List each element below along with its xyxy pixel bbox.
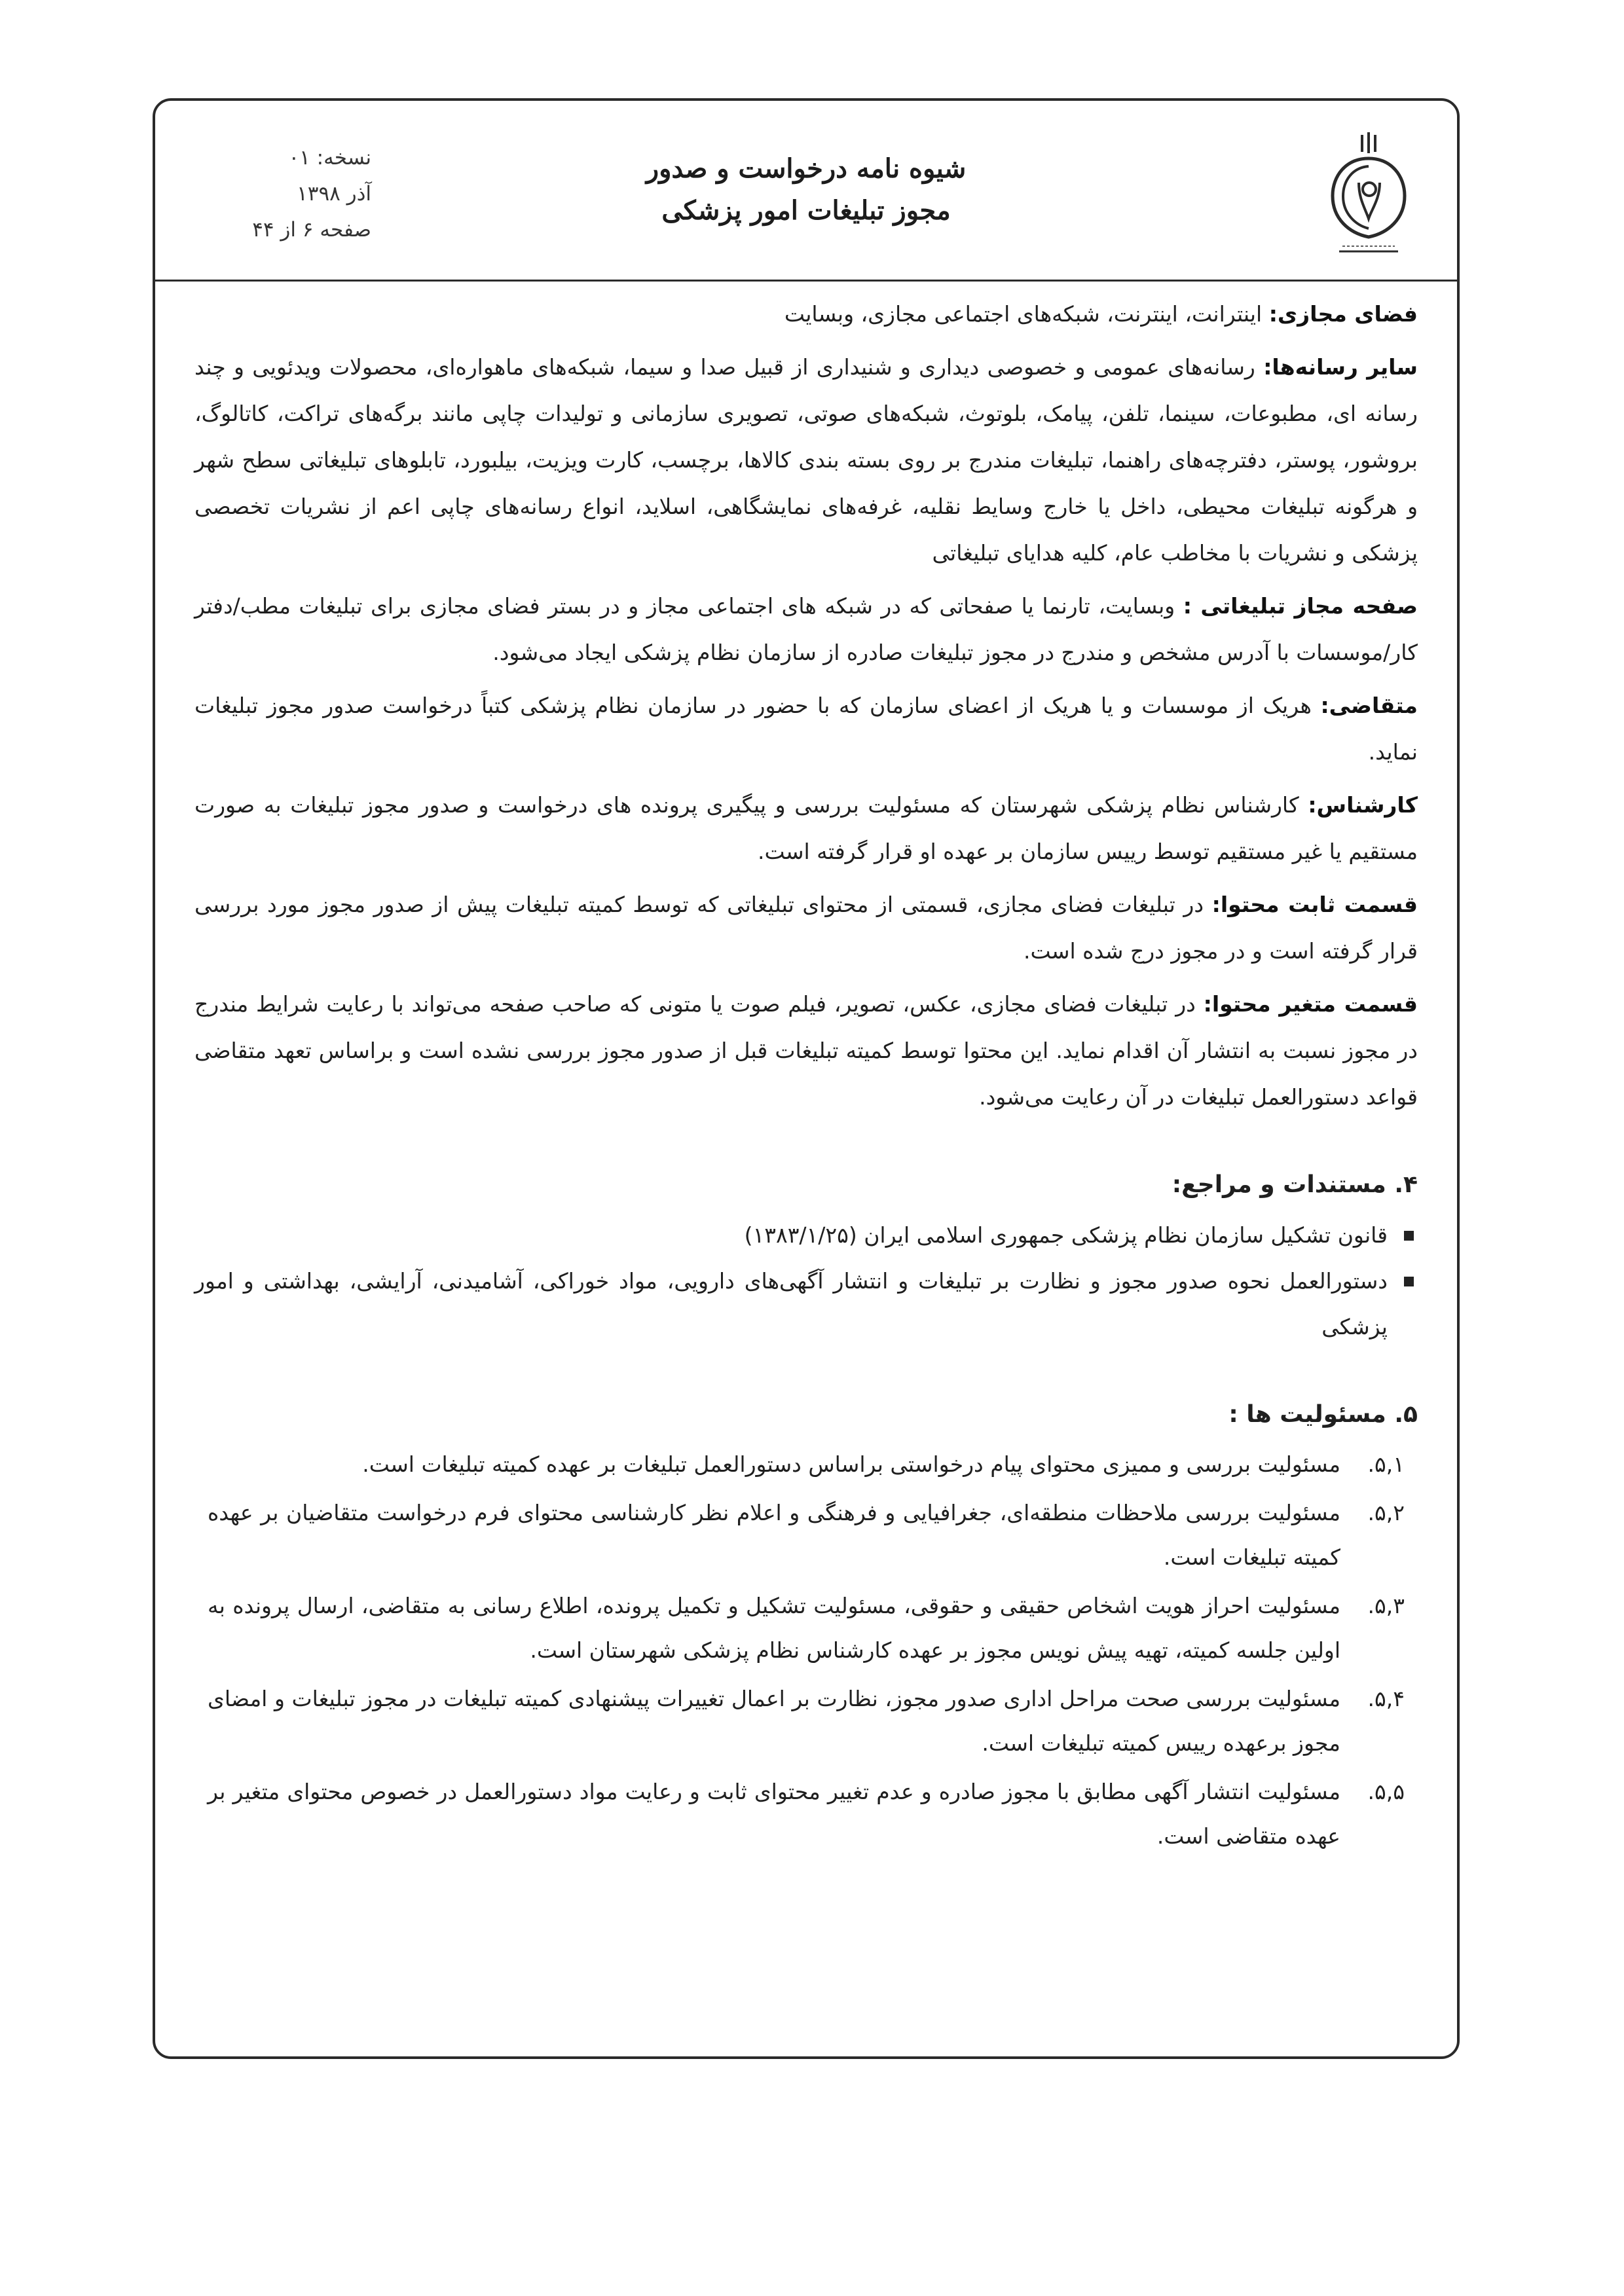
definition-paragraph (194, 682, 1418, 775)
medical-council-logo-icon (1320, 120, 1418, 264)
definition-paragraph (194, 291, 1418, 337)
definition-paragraph (194, 981, 1418, 1120)
reference-item: قانون تشکیل سازمان نظام پزشکی جمهوری اسلامی ایران (۱۳۸۳/۱/۲۵) (194, 1212, 1418, 1258)
responsibility-item (194, 1677, 1418, 1766)
title-line-2: مجوز تبلیغات امور پزشکی (661, 195, 951, 226)
responsibility-item (194, 1584, 1418, 1673)
responsibility-text: مسئولیت بررسی و ممیزی محتوای پیام درخواستی براساس دستورالعمل تبلیغات بر عهده کمیته تبلیغات است. (362, 1451, 1340, 1477)
definition-term: صفحه مجاز تبلیغاتی : (1183, 593, 1418, 619)
definition-term: فضای مجازی: (1268, 301, 1418, 327)
responsibility-number: ۵,۵. (1367, 1779, 1405, 1804)
date-label: آذر ۱۳۹۸ (297, 182, 371, 206)
definition-text: در تبلیغات فضای مجازی، عکس، تصویر، فیلم صوت یا متونی که صاحب صفحه می‌تواند با رعایت شرایط مندرج در مجوز نسبت به انتشار آن اقدام نماید. این محتوا توسط کمیته تبلیغات قبل از صدور مجوز بررسی نشده است و براساس تعهد متقاضی قواعد دستورالعمل تبلیغات در آن رعایت می‌شود. (194, 991, 1418, 1110)
definition-term: سایر رسانه‌ها: (1263, 354, 1418, 380)
page-frame (153, 98, 1460, 2059)
responsibility-text: مسئولیت انتشار آگهی مطابق با مجوز صادره و عدم تغییر محتوای ثابت و رعایت مواد دستورالعمل در خصوص محتوای متغیر بر عهده متقاضی است. (208, 1779, 1340, 1849)
responsibility-text: مسئولیت بررسی ملاحظات منطقه‌ای، جغرافیایی و فرهنگی و اعلام نظر کارشناسی محتوای فرم درخواست متقاضیان بر عهده کمیته تبلیغات است. (208, 1500, 1340, 1570)
definition-text: در تبلیغات فضای مجازی، قسمتی از محتوای تبلیغاتی که توسط کمیته تبلیغات پیش از صدور مجوز مورد بررسی قرار گرفته است و در مجوز درج شده است. (194, 892, 1418, 964)
definition-term: قسمت متغیر محتوا: (1203, 991, 1418, 1017)
responsibility-number: ۵,۱. (1367, 1451, 1405, 1477)
version-label: نسخه: ۰۱ (288, 146, 371, 170)
responsibility-text: مسئولیت بررسی صحت مراحل اداری صدور مجوز، نظارت بر اعمال تغییرات پیشنهادی کمیته تبلیغات در مجوز تبلیغات و امضای مجوز برعهده رییس کمیته تبلیغات است. (208, 1686, 1340, 1756)
document-header (155, 101, 1457, 282)
title-line-1: شیوه نامه درخواست و صدور (646, 153, 967, 184)
definition-paragraph (194, 782, 1418, 875)
definition-term: متقاضی: (1320, 693, 1418, 718)
section-heading-responsibilities: ۵. مسئولیت ها : (1228, 1401, 1418, 1428)
definition-paragraph (194, 583, 1418, 676)
definition-paragraph (194, 881, 1418, 974)
definition-term: کارشناس: (1308, 792, 1418, 818)
document-title (483, 148, 1130, 232)
responsibility-number: ۵,۳. (1367, 1593, 1405, 1618)
definition-text: وبسایت، تارنما یا صفحاتی که در شبکه های اجتماعی مجاز و در بستر فضای مجازی برای تبلیغات مطب/دفتر کار/موسسات با آدرس مشخص و مندرج در مجوز تبلیغات صادره از سازمان نظام پزشکی ایجاد می‌شود. (194, 593, 1418, 665)
definition-text: اینترانت، اینترنت، شبکه‌های اجتماعی مجازی، وبسایت (784, 301, 1269, 327)
responsibility-text: مسئولیت احراز هویت اشخاص حقیقی و حقوقی، مسئولیت تشکیل و تکمیل پرونده، اطلاع رسانی به متقاضی، ارسال پرونده به اولین جلسه کمیته، تهیه پیش نویس مجوز بر عهده کارشناس نظام پزشکی شهرستان است. (208, 1593, 1340, 1663)
responsibility-item (194, 1442, 1418, 1487)
definition-text: کارشناس نظام پزشکی شهرستان که مسئولیت بررسی و پیگیری پرونده های درخواست و صدور مجوز تبلیغات به صورت مستقیم یا غیر مستقیم توسط رییس سازمان بر عهده او قرار گرفته است. (194, 792, 1418, 864)
document-meta (175, 140, 371, 248)
responsibility-number: ۵,۴. (1367, 1686, 1405, 1711)
responsibility-item (194, 1491, 1418, 1580)
page-number: صفحه ۶ از ۴۴ (252, 218, 371, 242)
definition-text: رسانه‌های عمومی و خصوصی دیداری و شنیداری از قبیل صدا و سیما، شبکه‌های ماهواره‌ای، محصولات ویدئویی و چند رسانه ای، مطبوعات، سینما، تلفن، پیامک، بلوتوث، شبکه‌های صوتی، تصویری سازمانی و تولیدات چاپی مانند برگه‌های تراکت، کاتالوگ، بروشور، پوستر، دفترچه‌های راهنما، تبلیغات مندرج بر روی بسته بندی کالاها، برچسب، کارت ویزیت، بیلبورد، تابلوهای تبلیغاتی سطح شهر و هرگونه تبلیغات محیطی، داخل یا خارج وسایط نقلیه، غرفه‌های نمایشگاهی، اسلاید، انواع رسانه‌های چاپی اعم از نشریات تخصصی پزشکی و نشریات با مخاطب عام، کلیه هدایای تبلیغاتی (194, 354, 1418, 566)
definition-text: هریک از موسسات و یا هریک از اعضای سازمان که با حضور در سازمان نظام پزشکی کتباً درخواست صدور مجوز تبلیغات نماید. (194, 693, 1418, 765)
section-heading-references: ۴. مستندات و مراجع: (1172, 1171, 1418, 1198)
definition-paragraph (194, 344, 1418, 576)
definition-term: قسمت ثابت محتوا: (1211, 892, 1418, 917)
responsibility-item (194, 1770, 1418, 1859)
document-body (194, 291, 1418, 1863)
responsibility-number: ۵,۲. (1367, 1500, 1405, 1525)
reference-item: دستورالعمل نحوه صدور مجوز و نظارت بر تبلیغات و انتشار آگهی‌های دارویی، مواد خوراکی، آشامیدنی، آرایشی، بهداشتی و امور پزشکی (194, 1258, 1418, 1350)
